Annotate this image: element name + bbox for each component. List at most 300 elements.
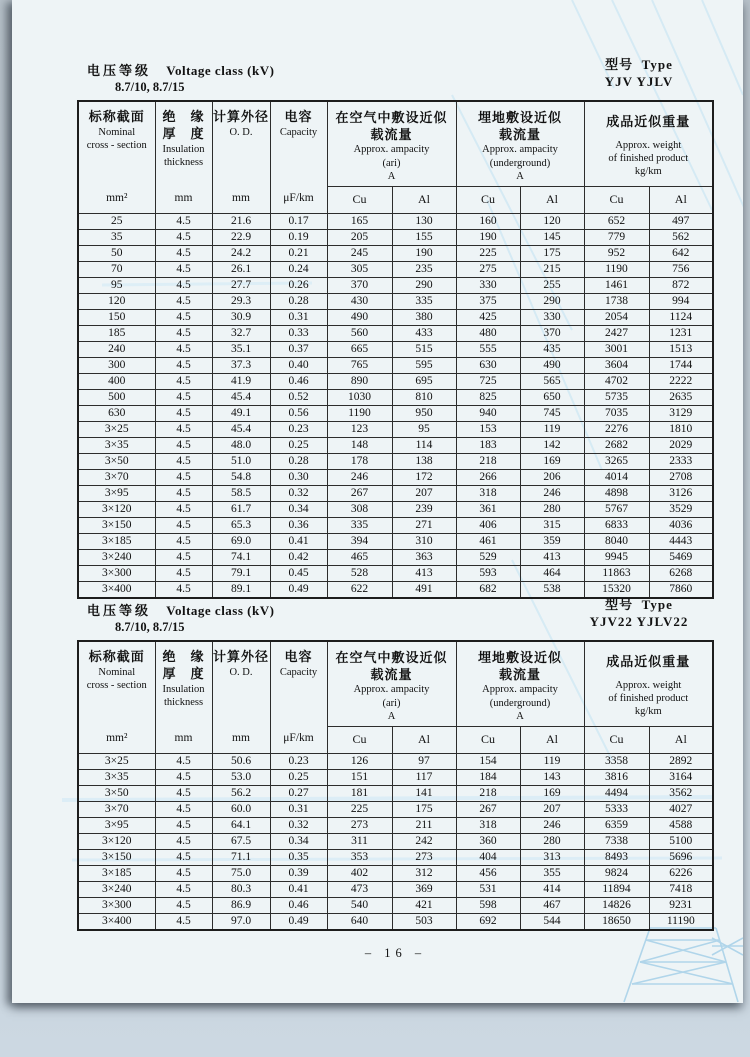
cell: 435: [520, 341, 584, 357]
cell: 95: [78, 277, 155, 293]
cell: 26.1: [212, 261, 270, 277]
group-header-air-ampacity: [327, 641, 456, 726]
cell: 3×35: [78, 437, 155, 453]
cell: 148: [327, 437, 392, 453]
cell: 71.1: [212, 849, 270, 865]
table-row: [78, 817, 713, 833]
cell: 0.49: [270, 581, 327, 598]
table-header: [78, 641, 713, 753]
cell: 0.23: [270, 421, 327, 437]
cell: 0.17: [270, 213, 327, 229]
cell: 1231: [649, 325, 713, 341]
cell: 4.5: [155, 341, 212, 357]
cell: 3265: [584, 453, 649, 469]
cell: 2333: [649, 453, 713, 469]
cell: 0.52: [270, 389, 327, 405]
cell: 0.40: [270, 357, 327, 373]
cell: 361: [456, 501, 520, 517]
cell: 4898: [584, 485, 649, 501]
cell: 22.9: [212, 229, 270, 245]
table-row: [78, 769, 713, 785]
cell: 273: [327, 817, 392, 833]
table-row: [78, 373, 713, 389]
cell: 138: [392, 453, 456, 469]
cell: 97.0: [212, 913, 270, 930]
header-en: thickness: [163, 156, 204, 168]
cell: 0.34: [270, 501, 327, 517]
cell: 560: [327, 325, 392, 341]
unit-label: μF/km: [283, 732, 314, 744]
col-header-nominal-cross-section: [78, 101, 155, 213]
table-header: [78, 101, 713, 213]
cell: 190: [392, 245, 456, 261]
cell: 154: [456, 753, 520, 769]
cell: 7418: [649, 881, 713, 897]
cell: 114: [392, 437, 456, 453]
cell: 1030: [327, 389, 392, 405]
table-row: [78, 533, 713, 549]
cell: 14826: [584, 897, 649, 913]
cell: 394: [327, 533, 392, 549]
cell: 3129: [649, 405, 713, 421]
cell: 8493: [584, 849, 649, 865]
cell: 940: [456, 405, 520, 421]
cell: 45.4: [212, 389, 270, 405]
cell: 500: [78, 389, 155, 405]
spec-table-yjv: [77, 100, 714, 599]
col-header-insulation-thickness: [155, 101, 212, 213]
cell: 4.5: [155, 897, 212, 913]
table-row: [78, 405, 713, 421]
header-zh: 电容: [284, 109, 313, 124]
cell: 310: [392, 533, 456, 549]
header-zh: 埋地敷设近似: [478, 649, 563, 665]
subheader-al: Al: [520, 726, 584, 753]
cell: 540: [327, 897, 392, 913]
cell: 515: [392, 341, 456, 357]
cell: 3×70: [78, 469, 155, 485]
cell: 245: [327, 245, 392, 261]
cell: 1810: [649, 421, 713, 437]
cell: 473: [327, 881, 392, 897]
voltage-class-label-zh: 电压等级: [87, 63, 152, 78]
cell: 642: [649, 245, 713, 261]
cell: 242: [392, 833, 456, 849]
cell: 650: [520, 389, 584, 405]
cell: 0.30: [270, 469, 327, 485]
col-header-capacity: [270, 641, 327, 753]
header-zh: 成品近似重量: [606, 114, 691, 130]
cell: 3816: [584, 769, 649, 785]
cell: 994: [649, 293, 713, 309]
header-en: Capacity: [279, 666, 318, 678]
cell: 1190: [584, 261, 649, 277]
cell: 2222: [649, 373, 713, 389]
subheader-al: Al: [649, 726, 713, 753]
col-header-od: [212, 101, 270, 213]
cell: 825: [456, 389, 520, 405]
cell: 3×300: [78, 897, 155, 913]
cell: 622: [327, 581, 392, 598]
cell: 80.3: [212, 881, 270, 897]
table-body: [78, 213, 713, 598]
cell: 4036: [649, 517, 713, 533]
cell: 145: [520, 229, 584, 245]
cell: 3×185: [78, 533, 155, 549]
cell: 2427: [584, 325, 649, 341]
cell: 275: [456, 261, 520, 277]
cell: 0.42: [270, 549, 327, 565]
cell: 218: [456, 453, 520, 469]
cell: 2682: [584, 437, 649, 453]
cell: 950: [392, 405, 456, 421]
type-label-zh: 型号: [605, 57, 634, 72]
cell: 630: [456, 357, 520, 373]
cell: 185: [78, 325, 155, 341]
header-zh: 计算外径: [212, 649, 269, 664]
cell: 4702: [584, 373, 649, 389]
cell: 3604: [584, 357, 649, 373]
cell: 4.5: [155, 881, 212, 897]
header-en: cross - section: [86, 140, 147, 152]
cell: 155: [392, 229, 456, 245]
cell: 4.5: [155, 785, 212, 801]
cell: 565: [520, 373, 584, 389]
header-zh: 标称截面: [88, 109, 145, 124]
header-en: O. D.: [229, 126, 253, 138]
cell: 5696: [649, 849, 713, 865]
table-row: [78, 785, 713, 801]
cell: 143: [520, 769, 584, 785]
cell: 53.0: [212, 769, 270, 785]
cell: 67.5: [212, 833, 270, 849]
cell: 528: [327, 565, 392, 581]
header-en: cross - section: [86, 680, 147, 692]
cell: 123: [327, 421, 392, 437]
cell: 120: [520, 213, 584, 229]
caption-row: [77, 58, 714, 100]
cell: 45.4: [212, 421, 270, 437]
cell: 765: [327, 357, 392, 373]
type-label-en: Type: [641, 597, 673, 612]
cell: 273: [392, 849, 456, 865]
cell: 4.5: [155, 261, 212, 277]
cell: 370: [520, 325, 584, 341]
table-row: [78, 341, 713, 357]
cell: 4.5: [155, 357, 212, 373]
table-row: [78, 517, 713, 533]
cell: 1738: [584, 293, 649, 309]
cell: 4.5: [155, 213, 212, 229]
header-en: Capacity: [279, 126, 318, 138]
cell: 184: [456, 769, 520, 785]
cell: 0.56: [270, 405, 327, 421]
cell: 952: [584, 245, 649, 261]
cell: 630: [78, 405, 155, 421]
cell: 421: [392, 897, 456, 913]
cell: 29.3: [212, 293, 270, 309]
cell: 6359: [584, 817, 649, 833]
cell: 370: [327, 277, 392, 293]
cell: 360: [456, 833, 520, 849]
cell: 745: [520, 405, 584, 421]
cell: 1124: [649, 309, 713, 325]
cell: 2029: [649, 437, 713, 453]
cell: 5333: [584, 801, 649, 817]
subheader-cu: Cu: [584, 726, 649, 753]
cell: 467: [520, 897, 584, 913]
cell: 4.5: [155, 549, 212, 565]
voltage-class-label-en: Voltage class (kV): [166, 63, 275, 78]
table-row: [78, 309, 713, 325]
cell: 4.5: [155, 817, 212, 833]
cell: 4.5: [155, 469, 212, 485]
cell: 4.5: [155, 517, 212, 533]
header-en: Approx. ampacity: [482, 144, 558, 156]
cell: 0.25: [270, 769, 327, 785]
cell: 240: [78, 341, 155, 357]
cell: 211: [392, 817, 456, 833]
subheader-cu: Cu: [456, 186, 520, 213]
cell: 169: [520, 453, 584, 469]
cell: 562: [649, 229, 713, 245]
cell: 15320: [584, 581, 649, 598]
cell: 25: [78, 213, 155, 229]
cell: 65.3: [212, 517, 270, 533]
group-header-finished-weight: [584, 101, 713, 186]
cell: 4.5: [155, 833, 212, 849]
cell: 311: [327, 833, 392, 849]
cell: 404: [456, 849, 520, 865]
voltage-class-label-en: Voltage class (kV): [166, 603, 275, 618]
cell: 9824: [584, 865, 649, 881]
type-values: YJV22 YJLV22: [589, 614, 689, 629]
cell: 266: [456, 469, 520, 485]
cell: 50: [78, 245, 155, 261]
cell: 30.9: [212, 309, 270, 325]
cell: 69.0: [212, 533, 270, 549]
cell: 406: [456, 517, 520, 533]
group-header-finished-weight: [584, 641, 713, 726]
cell: 652: [584, 213, 649, 229]
unit-label: mm²: [106, 732, 128, 744]
cell: 756: [649, 261, 713, 277]
cell: 207: [392, 485, 456, 501]
cell: 4014: [584, 469, 649, 485]
cell: 3126: [649, 485, 713, 501]
cell: 0.19: [270, 229, 327, 245]
cell: 461: [456, 533, 520, 549]
type-block: [564, 594, 714, 630]
cell: 4.5: [155, 389, 212, 405]
header-en: (ari): [382, 697, 401, 709]
header-en: kg/km: [634, 706, 662, 718]
cell: 246: [327, 469, 392, 485]
table-row: [78, 437, 713, 453]
cell: 4.5: [155, 229, 212, 245]
cell: 165: [327, 213, 392, 229]
cell: 190: [456, 229, 520, 245]
cell: 7860: [649, 581, 713, 598]
cell: 375: [456, 293, 520, 309]
cell: 2708: [649, 469, 713, 485]
cell: 3×120: [78, 833, 155, 849]
table-row: [78, 245, 713, 261]
cell: 153: [456, 421, 520, 437]
group-header-underground-ampacity: [456, 101, 584, 186]
header-en: Approx. ampacity: [353, 144, 430, 156]
header-zh: 埋地敷设近似: [478, 109, 563, 125]
table-row: [78, 865, 713, 881]
cell: 117: [392, 769, 456, 785]
cell: 315: [520, 517, 584, 533]
col-header-insulation-thickness: [155, 641, 212, 753]
cell: 7035: [584, 405, 649, 421]
cell: 0.35: [270, 849, 327, 865]
cell: 4.5: [155, 421, 212, 437]
table-row: [78, 881, 713, 897]
cell: 4494: [584, 785, 649, 801]
cell: 413: [520, 549, 584, 565]
cell: 4.5: [155, 801, 212, 817]
cell: 0.24: [270, 261, 327, 277]
cell: 119: [520, 421, 584, 437]
subheader-al: Al: [392, 726, 456, 753]
table-row: [78, 501, 713, 517]
cell: 0.41: [270, 533, 327, 549]
voltage-class-values: 8.7/10, 8.7/15: [115, 80, 185, 94]
cell: 9231: [649, 897, 713, 913]
cell: 3×95: [78, 817, 155, 833]
header-en: (underground): [489, 697, 551, 709]
cell: 6226: [649, 865, 713, 881]
header-en: Approx. ampacity: [353, 684, 430, 696]
cell: 538: [520, 581, 584, 598]
cell: 4.5: [155, 485, 212, 501]
cell: 255: [520, 277, 584, 293]
table-row: [78, 421, 713, 437]
cell: 0.36: [270, 517, 327, 533]
type-block: [564, 54, 714, 90]
cell: 335: [392, 293, 456, 309]
type-label-zh: 型号: [605, 597, 634, 612]
table-row: [78, 565, 713, 581]
voltage-class-label-zh: 电压等级: [87, 603, 152, 618]
cell: 6833: [584, 517, 649, 533]
page-number: – 16 –: [364, 946, 427, 960]
header-zh: 厚 度: [162, 125, 205, 141]
table-row: [78, 213, 713, 229]
cell: 141: [392, 785, 456, 801]
cell: 246: [520, 485, 584, 501]
spec-table-yjv22: [77, 640, 714, 931]
cell: 172: [392, 469, 456, 485]
cell: 3×50: [78, 785, 155, 801]
cell: 890: [327, 373, 392, 389]
cell: 0.32: [270, 817, 327, 833]
cell: 3×95: [78, 485, 155, 501]
cell: 3×400: [78, 581, 155, 598]
cell: 300: [78, 357, 155, 373]
cell: 665: [327, 341, 392, 357]
table-row: [78, 389, 713, 405]
cell: 126: [327, 753, 392, 769]
cell: 0.49: [270, 913, 327, 930]
header-en: of finished product: [608, 693, 689, 705]
cell: 363: [392, 549, 456, 565]
cell: 353: [327, 849, 392, 865]
cell: 178: [327, 453, 392, 469]
cell: 4.5: [155, 565, 212, 581]
cell: 3164: [649, 769, 713, 785]
cell: 3×400: [78, 913, 155, 930]
unit-label: mm: [232, 192, 250, 204]
cell: 169: [520, 785, 584, 801]
cell: 4.5: [155, 769, 212, 785]
cell: 4.5: [155, 501, 212, 517]
header-zh: 标称截面: [88, 649, 145, 664]
cell: 2276: [584, 421, 649, 437]
cell: 79.1: [212, 565, 270, 581]
cell: 175: [392, 801, 456, 817]
cell: 318: [456, 485, 520, 501]
cell: 8040: [584, 533, 649, 549]
cell: 4.5: [155, 437, 212, 453]
table-section-yjv: [77, 58, 714, 599]
header-en: A: [516, 170, 524, 182]
cell: 1513: [649, 341, 713, 357]
cell: 75.0: [212, 865, 270, 881]
cell: 64.1: [212, 817, 270, 833]
cell: 695: [392, 373, 456, 389]
cell: 3×25: [78, 421, 155, 437]
cell: 0.39: [270, 865, 327, 881]
header-zh: 在空气中敷设近似: [335, 109, 448, 125]
cell: 35.1: [212, 341, 270, 357]
cell: 6268: [649, 565, 713, 581]
cell: 2054: [584, 309, 649, 325]
cell: 119: [520, 753, 584, 769]
cell: 0.33: [270, 325, 327, 341]
cell: 54.8: [212, 469, 270, 485]
cell: 810: [392, 389, 456, 405]
cell: 0.26: [270, 277, 327, 293]
cell: 318: [456, 817, 520, 833]
cell: 290: [392, 277, 456, 293]
cell: 5100: [649, 833, 713, 849]
cell: 0.34: [270, 833, 327, 849]
cell: 4.5: [155, 293, 212, 309]
header-zh: 在空气中敷设近似: [335, 649, 448, 665]
header-zh: 厚 度: [162, 665, 205, 681]
cell: 4.5: [155, 453, 212, 469]
group-header-air-ampacity: [327, 101, 456, 186]
cell: 2892: [649, 753, 713, 769]
cell: 58.5: [212, 485, 270, 501]
header-zh: 绝 缘: [162, 649, 205, 664]
cell: 531: [456, 881, 520, 897]
cell: 4.5: [155, 753, 212, 769]
cell: 0.27: [270, 785, 327, 801]
cell: 3×240: [78, 549, 155, 565]
header-zh: 载流量: [499, 666, 542, 682]
cell: 4443: [649, 533, 713, 549]
cell: 7338: [584, 833, 649, 849]
cell: 4.5: [155, 373, 212, 389]
header-en: (ari): [382, 157, 401, 169]
cell: 544: [520, 913, 584, 930]
cell: 4.5: [155, 865, 212, 881]
